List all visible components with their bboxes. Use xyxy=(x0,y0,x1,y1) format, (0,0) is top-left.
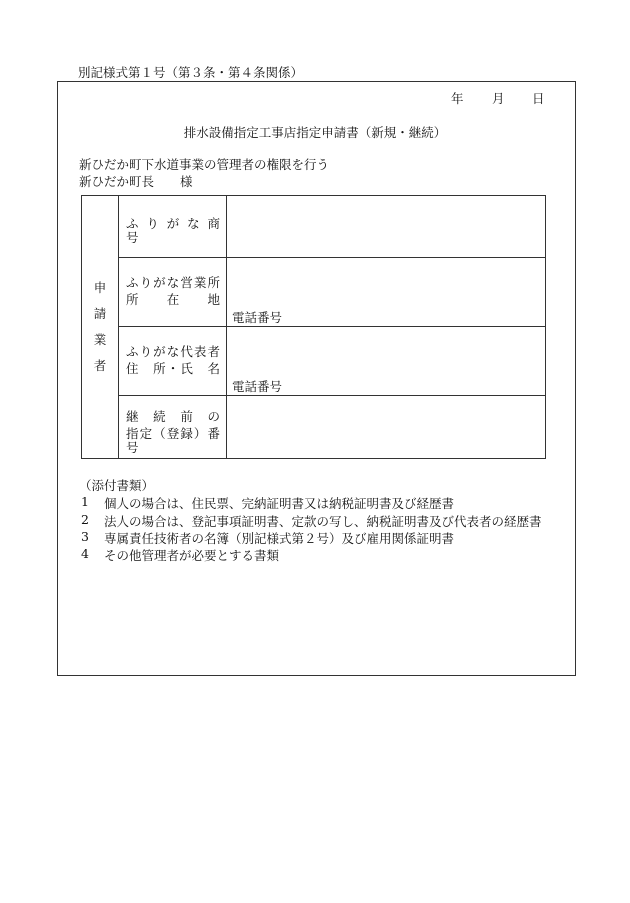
label-line: 住 所・氏 名 xyxy=(126,361,220,376)
label-line: 継 続 前 の xyxy=(126,409,220,424)
attachment-number: 2 xyxy=(81,512,89,527)
date-month-label: 月 xyxy=(492,91,505,106)
label-line: 指定（登録）番号 xyxy=(126,426,220,455)
attachment-number: 4 xyxy=(81,546,89,561)
phone-label: 電話番号 xyxy=(232,379,283,394)
attachment-text: 個人の場合は、住民票、完納証明書又は納税証明書及び経歴書 xyxy=(104,496,455,511)
label-line: 所 在 地 xyxy=(126,292,220,307)
attachment-number: 3 xyxy=(81,529,89,544)
trade-name-field[interactable] xyxy=(227,196,546,258)
attachment-number: 1 xyxy=(81,494,89,509)
label-line: ふりがな営業所 xyxy=(126,275,220,290)
attachment-text: 専属責任技術者の名簿（別記様式第２号）及び雇用関係証明書 xyxy=(104,531,455,546)
form-number: 別記様式第１号（第３条・第４条関係） xyxy=(78,65,304,80)
phone-label: 電話番号 xyxy=(232,310,283,325)
addressee-line-1: 新ひだか町下水道事業の管理者の権限を行う xyxy=(79,157,330,172)
office-address-field[interactable] xyxy=(227,258,546,327)
applicant-vertical-label xyxy=(82,196,119,459)
attachment-text: その他管理者が必要とする書類 xyxy=(104,548,280,563)
table-row xyxy=(82,196,546,258)
representative-field[interactable] xyxy=(227,327,546,396)
addressee-honorific: 様 xyxy=(180,174,193,189)
vertical-char: 請 xyxy=(93,306,107,321)
table-row xyxy=(82,327,546,396)
previous-number-field[interactable] xyxy=(227,396,546,459)
date-day-label: 日 xyxy=(532,91,545,106)
vertical-char: 業 xyxy=(93,332,107,347)
table-row xyxy=(82,396,546,459)
label-previous-number xyxy=(119,396,227,459)
document-title: 排水設備指定工事店指定申請書（新規・継続） xyxy=(183,125,447,140)
attachment-text: 法人の場合は、登記事項証明書、定款の写し、納税証明書及び代表者の経歴書 xyxy=(104,514,542,529)
vertical-char: 申 xyxy=(93,280,107,295)
addressee-line-2: 新ひだか町長 xyxy=(79,174,155,189)
label-trade-name xyxy=(119,196,227,258)
attachments-heading: （添付書類） xyxy=(79,478,155,493)
applicant-table xyxy=(81,195,546,459)
label-line: ふ り が な 商 号 xyxy=(126,216,220,245)
label-office-address xyxy=(119,258,227,327)
table-row xyxy=(82,258,546,327)
date-year-label: 年 xyxy=(451,91,464,106)
label-representative xyxy=(119,327,227,396)
label-line: ふりがな代表者 xyxy=(126,344,220,359)
vertical-char: 者 xyxy=(93,358,107,373)
